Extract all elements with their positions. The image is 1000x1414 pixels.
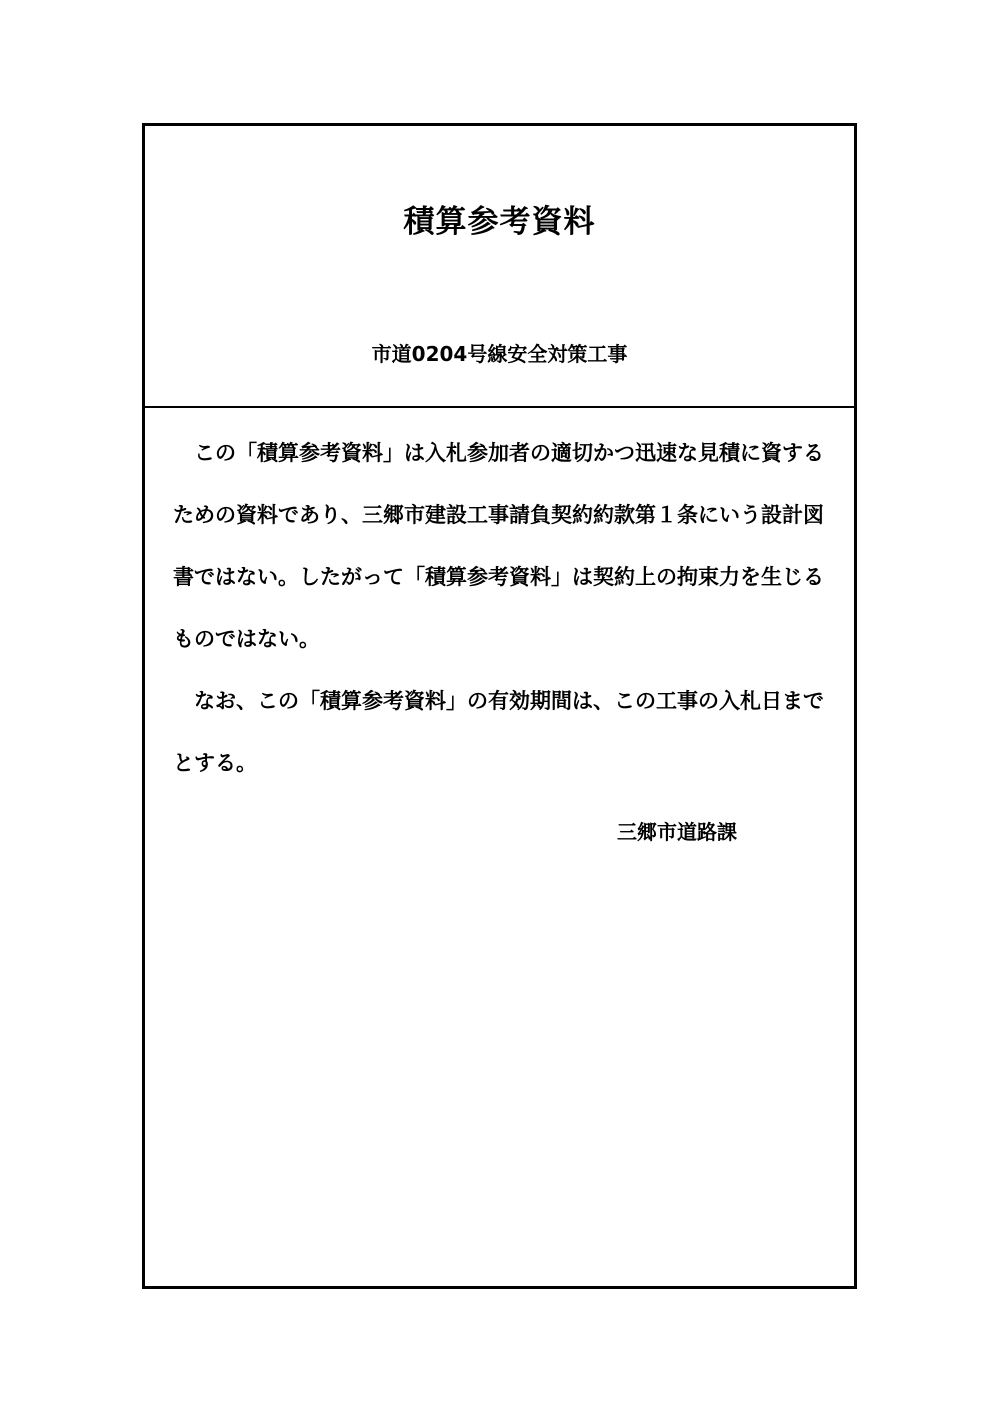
header-section [145,126,854,408]
document-frame [142,123,857,1289]
notice-paragraph-1: この「積算参考資料」は入札参加者の適切かつ迅速な見積に資するための資料であり、三郷市建設工事請負契約約款第１条にいう設計図書ではない。したがって「積算参考資料」は契約上の拘束力を生じるものではない。 [173,441,824,651]
project-name: 市道0204号線安全対策工事 [371,342,628,366]
document-title: 積算参考資料 [403,204,596,240]
issuer-name: 三郷市道路課 [617,820,737,844]
notice-paragraph-2: なお、この「積算参考資料」の有効期間は、この工事の入札日までとする。 [173,689,824,775]
notice-body [173,422,833,794]
